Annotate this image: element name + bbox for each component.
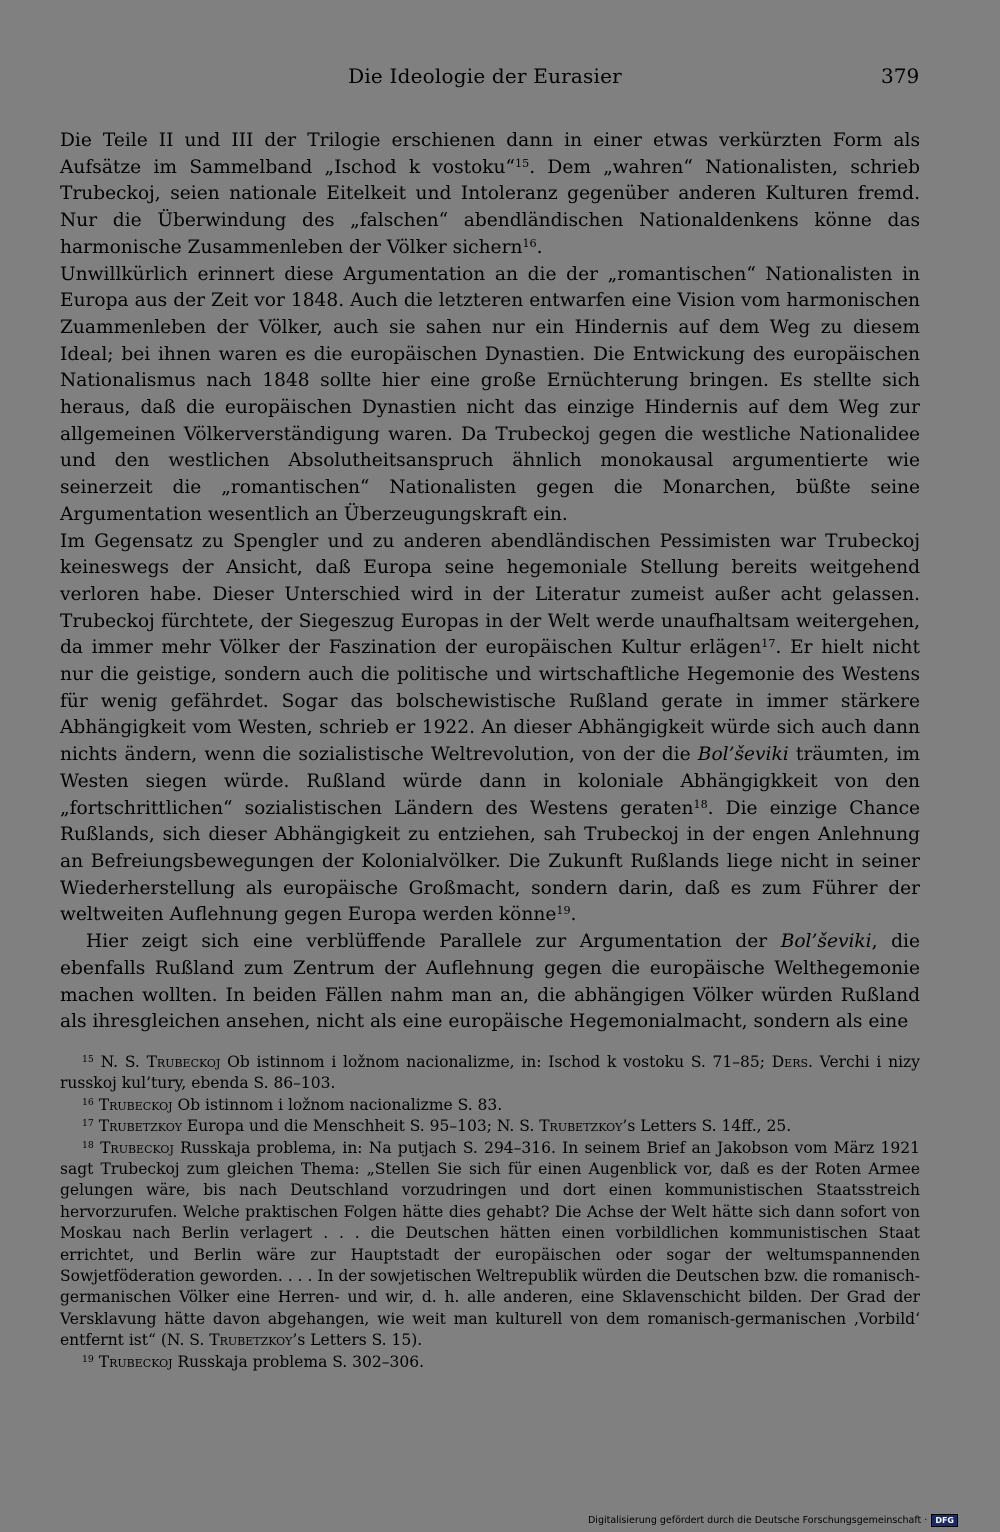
footnote-number: 18 [82, 1139, 94, 1151]
footnote-18 [60, 1138, 920, 1352]
paragraph-1 [60, 128, 920, 262]
digitization-credit [588, 1514, 958, 1527]
paragraph-3 [60, 529, 920, 930]
footnote-text: Russkaja problema, in: Na putjach S. 294–316. In seinem Brief an Jakobson vom März 1921 sagt Trubeckoj zum gleichen Thema: „Stellen Sie sich für einen Augenblick vor, daß es der Roten Armee gelungen wäre, bis nach Deutschland vorzudringen und dort einen kommunistischen Staatsstreich hervorzurufen. Welche praktischen Folgen hätte dies gehabt? Die Achse der Welt hätte sich dann sofort von Moskau nach Berlin verlagert . . . die Deutschen hätten einen vorbildlichen kommunistischen Staat errichtet, und Berlin wäre zur Hauptstadt der europäischen oder sogar der weltumspannenden Sowjetföderation geworden. . . . In der sowjetischen Weltrepublik würden die Deutschen bzw. die romanisch-germanischen Völker eine Herren- und wir, d. h. alle anderen, eine Sklavenschicht bilden. Der Grad der Versklavung hätte davon abgehangen, wie weit man kulturell von dem romanisch-germanischen ‚Vorbild‘ entfernt ist“ (N. S. [60, 1138, 920, 1350]
footnote-ref-17[interactable]: 17 [761, 637, 776, 651]
author-name: N. S. Trubeckoj [100, 1053, 221, 1071]
body-text [60, 128, 920, 1036]
footnote-ref-18[interactable]: 18 [693, 797, 708, 811]
paragraph-text: . Die einzige Chance Rußlands, sich dieser Abhängigkeit zu entziehen, sah Trubeckoj in der engen Anlehnung an Befreiungsbewegungen der Kolonialvölker. Die Zukunft Rußlands liege nicht in seiner Wiederherstellung als europäische Großmacht, sondern darin, daß es zum Führer der weltweiten Auflehnung gegen Europa werden könne [60, 797, 920, 926]
author-name: Trubetzkoy [209, 1331, 293, 1350]
footnote-number: 15 [82, 1053, 94, 1065]
footnote-text: Ob istinnom i ložnom nacionalizme, in: Ischod k vostoku S. 71–85; [220, 1053, 772, 1071]
credit-text: Digitalisierung gefördert durch die Deutsche Forschungsgemeinschaft · [587, 1515, 928, 1526]
paragraph-text: träumten, im Westen siegen würde. Rußland würde dann in koloniale Abhängigkkeit von den „fortschrittlichen“ sozialistischen Ländern des Westens geraten [60, 744, 920, 819]
footnote-text: Ob istinnom i ložnom nacionalizme S. 83. [172, 1095, 503, 1114]
paragraph-text: . [570, 904, 577, 926]
footnote-number: 19 [82, 1353, 94, 1365]
author-name: Trubetzkoy [539, 1117, 623, 1136]
author-name: Trubeckoj [100, 1138, 174, 1157]
dfg-logo-icon: DFG [931, 1514, 958, 1527]
footnote-text: Verchi i nizy russkoj kul’tury, ebenda S. 86–103. [60, 1053, 920, 1093]
italic-term: Bol’ševiki [780, 931, 872, 953]
footnote-text: ’s Letters S. 15). [292, 1331, 423, 1350]
paragraph-text: Hier zeigt sich eine verblüffende Parallele zur Argumentation der [86, 931, 781, 953]
author-name: Ders. [771, 1053, 813, 1071]
author-name: Trubeckoj [98, 1095, 173, 1114]
footnote-15 [60, 1052, 920, 1095]
running-title: Die Ideologie der Eurasier [348, 64, 622, 88]
paragraph-text: , die ebenfalls Rußland zum Zentrum der Auflehnung gegen die europäische Welthegemonie machen wollten. In beiden Fällen nahm man an, die abhängigen Völker würden Rußland als ihresgleichen ansehen, nicht als eine europäische Hegemonialmacht, sondern als eine [60, 931, 920, 1033]
author-name: Trubetzkoy [98, 1117, 182, 1136]
footnote-ref-16[interactable]: 16 [522, 236, 537, 250]
paragraph-text: . [536, 236, 543, 258]
footnote-16 [60, 1095, 920, 1116]
paragraph-2: Unwillkürlich erinnert diese Argumentation an die der „romantischen“ Nationalisten in Europa aus der Zeit vor 1848. Auch die letzteren entwarfen eine Vision vom harmonischen Zuammenleben der Völker, auch sie sahen nur ein Hindernis auf dem Weg zu diesem Ideal; bei ihnen waren es die europäischen Dynastien. Die Entwickung des europäischen Nationalismus nach 1848 sollte hier eine große Ernüchterung bringen. Es stellte sich heraus, daß die europäischen Dynastien nicht das einzige Hindernis auf dem Weg zur allgemeinen Völkerverständigung waren. Da Trubeckoj gegen die westliche Nationalidee und den westlichen Absolutheitsanspruch ähnlich monokausal argumentierte wie seinerzeit die „romantischen“ Nationalisten gegen die Monarchen, büßte seine Argumentation wesentlich an Überzeugungskraft ein. [60, 263, 920, 525]
footnotes [60, 1052, 920, 1373]
paragraph-text: Die Teile II und III der Trilogie erschienen dann in einer etwas verkürzten Form als Aufsätze im Sammelband „Ischod k vostoku“ [60, 130, 920, 178]
footnote-text: Europa und die Menschheit S. 95–103; N. S. [181, 1117, 540, 1136]
footnote-number: 17 [82, 1118, 94, 1130]
footnote-ref-19[interactable]: 19 [556, 904, 571, 918]
paragraph-text: Im Gegensatz zu Spengler und zu anderen abendländischen Pessimisten war Trubeckoj keineswegs der Ansicht, daß Europa seine hegemoniale Stellung bereits weitgehend verloren habe. Dieser Unterschied wird in der Literatur zumeist außer acht gelassen. Trubeckoj fürchtete, der Siegeszug Europas in der Welt werde unaufhaltsam weitergehen, da immer mehr Völker der Faszination der europäischen Kultur erlägen [60, 530, 920, 659]
page-number: 379 [881, 64, 920, 88]
paragraph-text: . Dem „wahren“ Nationalisten, schrieb Trubeckoj, seien nationale Eitelkeit und Intoleranz gegenüber anderen Kulturen fremd. Nur die Überwindung des „falschen“ abendländischen Nationaldenkens könne das harmonische Zusammenleben der Völker sichern [60, 156, 920, 258]
footnote-ref-15[interactable]: 15 [515, 156, 530, 170]
author-name: Trubeckoj [98, 1352, 173, 1371]
footnote-number: 16 [82, 1096, 94, 1108]
paragraph-4 [60, 929, 920, 1036]
footnote-17 [60, 1116, 920, 1137]
footnote-text: Russkaja problema S. 302–306. [172, 1352, 425, 1371]
italic-term: Bol’ševiki [697, 744, 789, 766]
footnote-19 [60, 1352, 920, 1373]
paragraph-text: . Er hielt nicht nur die geistige, sondern auch die politische und wirtschaftliche Hegemonie des Westens für wenig gefährdet. Sogar das bolschewistische Rußland gerate in immer stärkere Abhängigkeit vom Westen, schrieb er 1922. An dieser Abhängigkeit würde sich auch dann nichts ändern, wenn die sozialistische Weltrevolution, von der die [60, 637, 920, 766]
footnote-text: ’s Letters S. 14ff., 25. [622, 1117, 792, 1136]
